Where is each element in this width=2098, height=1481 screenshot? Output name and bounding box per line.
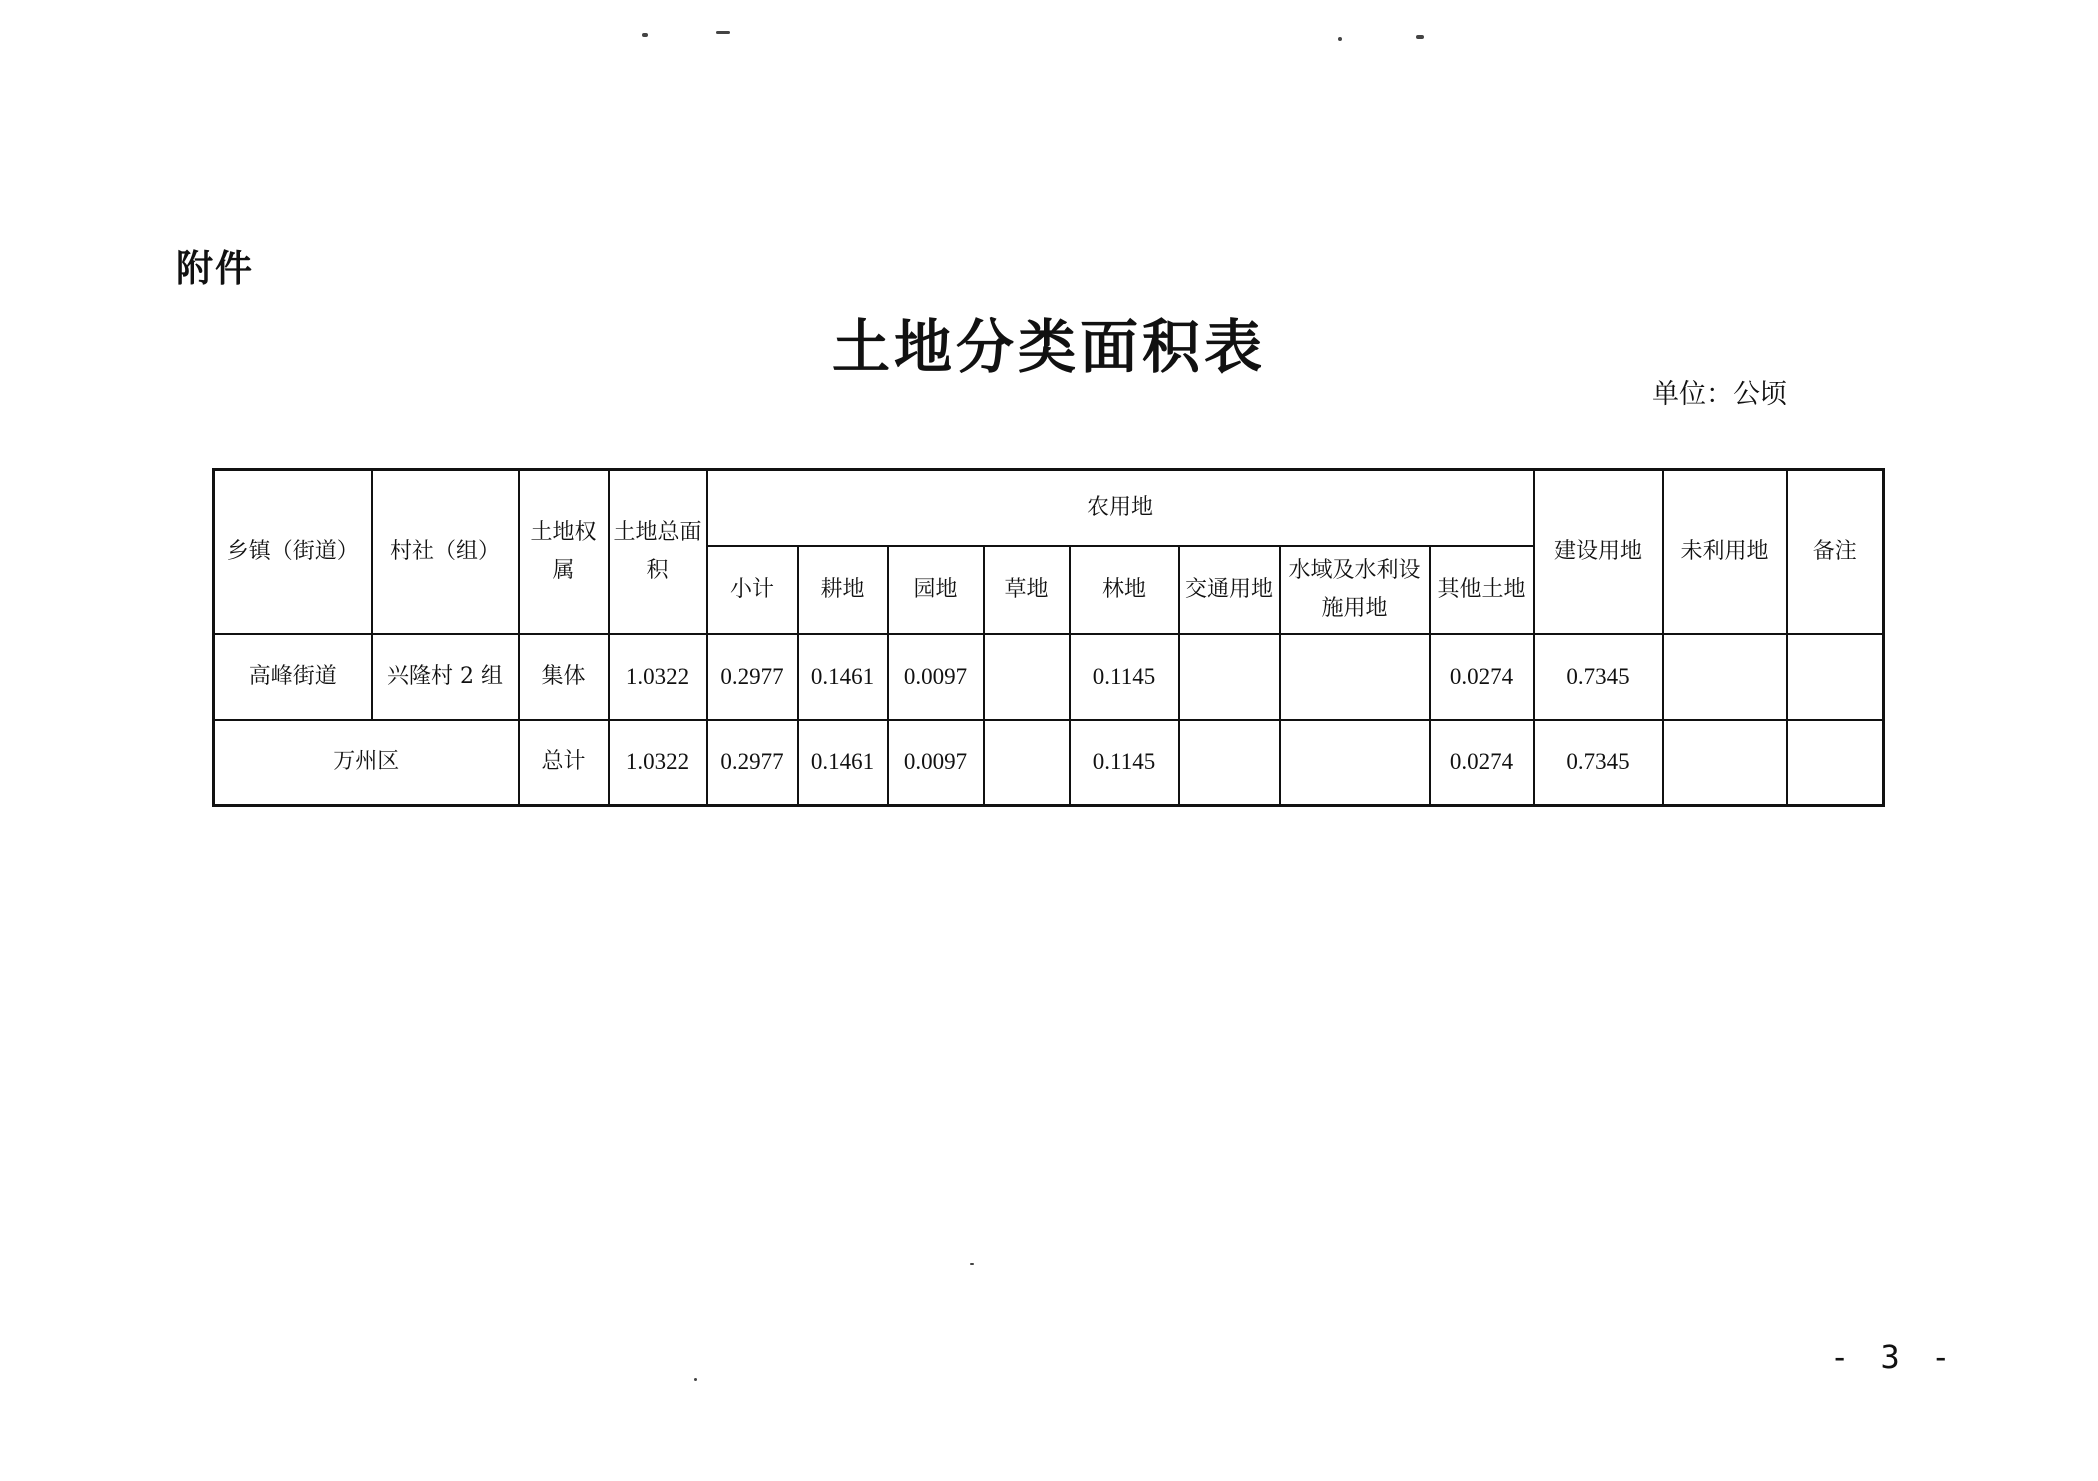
- cell-total-total-area: 1.0322: [609, 720, 707, 806]
- cell-water: [1280, 634, 1430, 720]
- cell-total-unused: [1663, 720, 1787, 806]
- header-grassland: 草地: [984, 546, 1070, 634]
- table-header-row-1: [214, 470, 1884, 546]
- cell-total-forest: 0.1145: [1070, 720, 1179, 806]
- attachment-label: 附件: [176, 247, 254, 290]
- scan-speck: [642, 33, 648, 37]
- scan-speck: [1338, 37, 1342, 41]
- cell-total-water: [1280, 720, 1430, 806]
- cell-ownership: 集体: [519, 634, 609, 720]
- cell-town: 高峰街道: [214, 634, 372, 720]
- cell-subtotal: 0.2977: [707, 634, 798, 720]
- table-total-row: [214, 720, 1884, 806]
- cell-total-remarks: [1787, 720, 1884, 806]
- scan-speck: [1416, 35, 1424, 39]
- header-water: 水域及水利设施用地: [1280, 546, 1430, 634]
- scan-speck: [970, 1263, 974, 1265]
- page-number: - 3 -: [1830, 1338, 1957, 1376]
- cell-total-transport: [1179, 720, 1280, 806]
- header-forest: 林地: [1070, 546, 1179, 634]
- cell-forest: 0.1145: [1070, 634, 1179, 720]
- header-other: 其他土地: [1430, 546, 1534, 634]
- header-farmland: 农用地: [707, 470, 1534, 546]
- cell-remarks: [1787, 634, 1884, 720]
- unit-label: 单位：公顷: [1652, 379, 1787, 410]
- header-remarks: 备注: [1787, 470, 1884, 634]
- scan-speck: [694, 1378, 697, 1381]
- land-classification-table: [212, 468, 1885, 807]
- cell-total-area: 1.0322: [609, 634, 707, 720]
- cell-district: 万州区: [214, 720, 519, 806]
- header-construction: 建设用地: [1534, 470, 1663, 634]
- header-subtotal: 小计: [707, 546, 798, 634]
- cell-total-other: 0.0274: [1430, 720, 1534, 806]
- cell-construction: 0.7345: [1534, 634, 1663, 720]
- cell-unused: [1663, 634, 1787, 720]
- cell-total-grassland: [984, 720, 1070, 806]
- cell-village: 兴隆村 2 组: [372, 634, 519, 720]
- header-village: 村社（组）: [372, 470, 519, 634]
- cell-cultivated: 0.1461: [798, 634, 888, 720]
- header-town: 乡镇（街道）: [214, 470, 372, 634]
- header-transport: 交通用地: [1179, 546, 1280, 634]
- header-garden: 园地: [888, 546, 984, 634]
- cell-total-subtotal: 0.2977: [707, 720, 798, 806]
- scan-speck: [716, 31, 730, 34]
- document-title: 土地分类面积表: [831, 313, 1266, 381]
- cell-transport: [1179, 634, 1280, 720]
- cell-total-construction: 0.7345: [1534, 720, 1663, 806]
- table-row: [214, 634, 1884, 720]
- header-ownership: 土地权属: [519, 470, 609, 634]
- cell-grassland: [984, 634, 1070, 720]
- cell-other: 0.0274: [1430, 634, 1534, 720]
- header-total-area: 土地总面积: [609, 470, 707, 634]
- cell-total-label: 总计: [519, 720, 609, 806]
- cell-total-cultivated: 0.1461: [798, 720, 888, 806]
- cell-garden: 0.0097: [888, 634, 984, 720]
- header-cultivated: 耕地: [798, 546, 888, 634]
- header-unused: 未利用地: [1663, 470, 1787, 634]
- cell-total-garden: 0.0097: [888, 720, 984, 806]
